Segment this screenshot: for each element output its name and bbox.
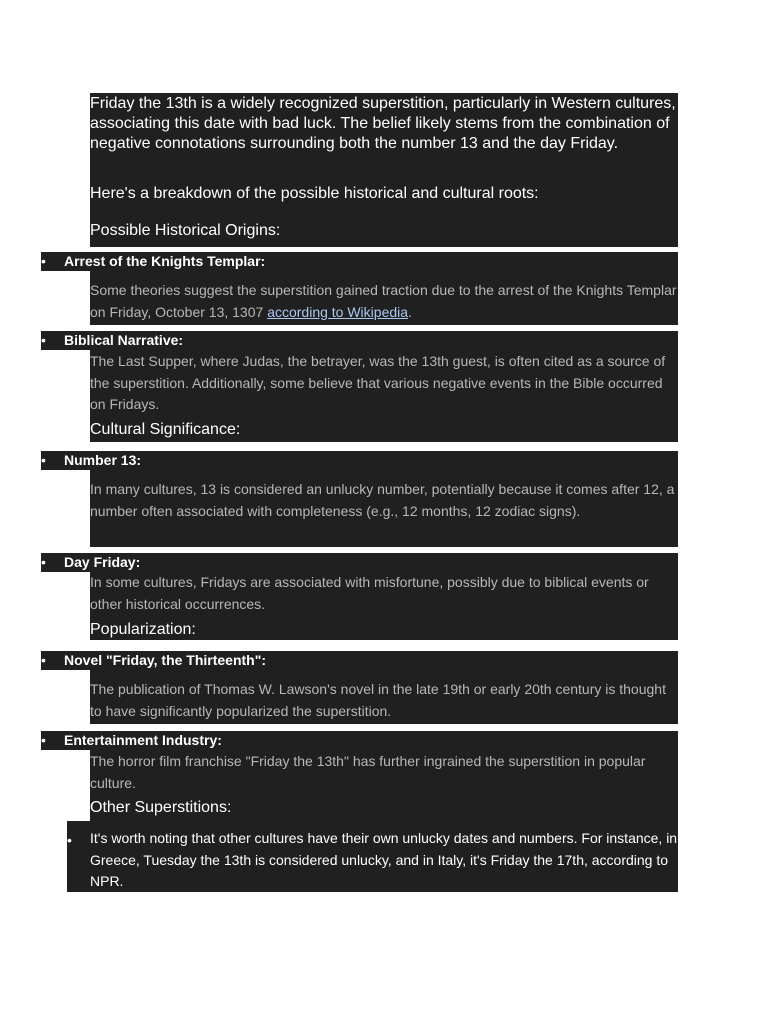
knights-templar-text: Some theories suggest the superstition gained traction due to the arrest of the Knights Templar on Friday, October 13, 1307 according to Wikipedia. — [90, 282, 677, 320]
bullet-icon: • — [41, 253, 46, 269]
list-item-label: Biblical Narrative: — [64, 332, 184, 348]
heading-other-superstitions: Other Superstitions: — [90, 799, 232, 816]
entertainment-text: The horror film franchise "Friday the 13th" has further ingrained the superstition in popular culture. — [90, 753, 646, 791]
heading-cultural-significance: Cultural Significance: — [90, 421, 241, 438]
list-item-entertainment-industry — [41, 731, 678, 750]
list-item-label: Day Friday: — [64, 554, 141, 570]
intro-paragraph-2: Here's a breakdown of the possible historical and cultural roots: — [90, 185, 539, 202]
wikipedia-link[interactable]: according to Wikipedia — [267, 303, 409, 320]
bullet-icon: • — [67, 832, 72, 848]
intro-paragraph-1: Friday the 13th is a widely recognized superstition, particularly in Western cultures, associating this date with bad luck. The belief likely stems from the combination of negative connotations surrounding both the number 13 and the day Friday. — [90, 95, 676, 152]
bullet-icon: • — [41, 332, 46, 348]
novel-text: The publication of Thomas W. Lawson's novel in the late 19th or early 20th century is thought to have significantly popularized the superstition. — [90, 681, 666, 719]
list-item-number-13 — [41, 451, 678, 470]
list-item-label: Number 13: — [64, 452, 142, 468]
number-13-text: In many cultures, 13 is considered an unlucky number, potentially because it comes after 12, a number often associated with completeness (e.g., 12 months, 12 zodiac signs). — [90, 481, 675, 519]
list-item-knights-templar — [41, 252, 678, 271]
list-item-biblical-narrative — [41, 331, 678, 350]
list-item-novel — [41, 651, 678, 670]
bullet-icon: • — [41, 732, 46, 748]
heading-historical-origins: Possible Historical Origins: — [90, 222, 281, 239]
list-item-label: Entertainment Industry: — [64, 732, 222, 748]
day-friday-text: In some cultures, Fridays are associated with misfortune, possibly due to biblical events or other historical occurrences. — [90, 574, 649, 612]
biblical-narrative-text: The Last Supper, where Judas, the betrayer, was the 13th guest, is often cited as a source of the superstition. Additionally, some believe that various negative events in the Bible occurred on Fridays. — [90, 353, 666, 412]
bullet-icon: • — [41, 554, 46, 570]
heading-popularization: Popularization: — [90, 621, 196, 638]
list-item-label: Novel "Friday, the Thirteenth": — [64, 652, 267, 668]
bullet-icon: • — [41, 452, 46, 468]
other-superstitions-text: It's worth noting that other cultures have their own unlucky dates and numbers. For instance, in Greece, Tuesday the 13th is considered unlucky, and in Italy, it's Friday the 17th, according to NPR. — [90, 830, 678, 889]
list-item-other-superstitions — [67, 821, 678, 892]
list-item-label: Arrest of the Knights Templar: — [64, 253, 266, 269]
list-item-day-friday — [41, 553, 678, 572]
bullet-icon: • — [41, 652, 46, 668]
